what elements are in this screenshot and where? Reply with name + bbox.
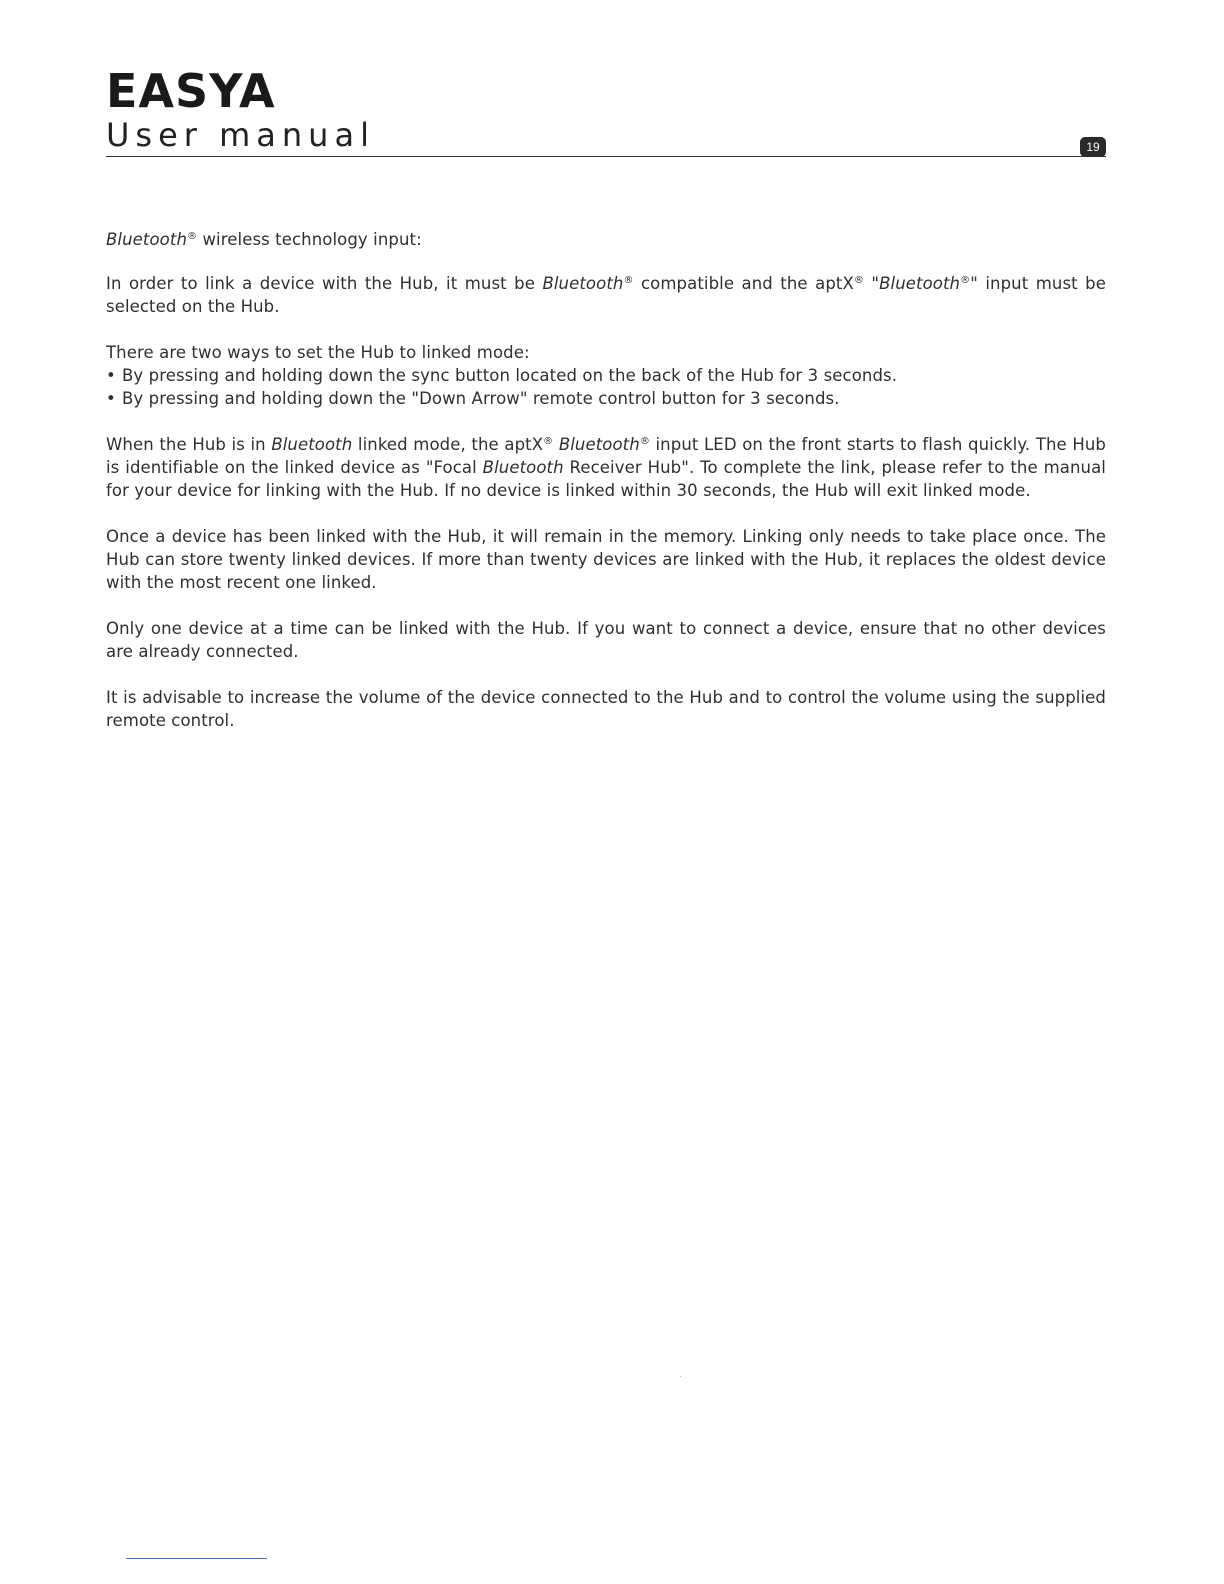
section-heading: Bluetooth® wireless technology input: xyxy=(106,230,422,249)
main-content xyxy=(106,228,1106,755)
paragraph-volume-advice: It is advisable to increase the volume of the device connected to the Hub and to control the volume using the supplied remote control. xyxy=(106,688,1106,730)
page-number-badge: 19 xyxy=(1080,137,1106,157)
paragraph-linking-process: When the Hub is in Bluetooth linked mode, the aptX® Bluetooth® input LED on the front starts to flash quickly. The Hub is identifiable on the linked device as "Focal Bluetooth Receiver Hub". To complete the link, please refer to the manual for your device for linking with the Hub. If no device is linked within 30 seconds, the Hub will exit linked mode. xyxy=(106,435,1106,500)
footer-line xyxy=(126,1558,267,1559)
document-subtitle: User manual xyxy=(106,116,375,154)
linked-mode-list xyxy=(106,364,1106,410)
paragraph-memory: Once a device has been linked with the Hub, it will remain in the memory. Linking only needs to take place once. The Hub can store twenty linked devices. If more than twenty devices are linked with the Hub, it replaces the oldest device with the most recent one linked. xyxy=(106,527,1106,592)
paragraph-linked-mode-intro: There are two ways to set the Hub to linked mode: xyxy=(106,343,530,362)
list-item: • By pressing and holding down the sync button located on the back of the Hub for 3 seconds. xyxy=(106,364,1106,387)
scan-speck xyxy=(680,1376,681,1377)
paragraph-single-device: Only one device at a time can be linked with the Hub. If you want to connect a device, ensure that no other devices are already connected. xyxy=(106,619,1106,661)
list-item: • By pressing and holding down the "Down Arrow" remote control button for 3 seconds. xyxy=(106,387,1106,410)
paragraph-compatibility: In order to link a device with the Hub, it must be Bluetooth® compatible and the aptX® "Bluetooth®" input must be selected on the Hub. xyxy=(106,274,1106,316)
page-header xyxy=(106,64,1106,164)
header-divider xyxy=(106,156,1106,157)
brand-title: EASYA xyxy=(106,64,276,118)
